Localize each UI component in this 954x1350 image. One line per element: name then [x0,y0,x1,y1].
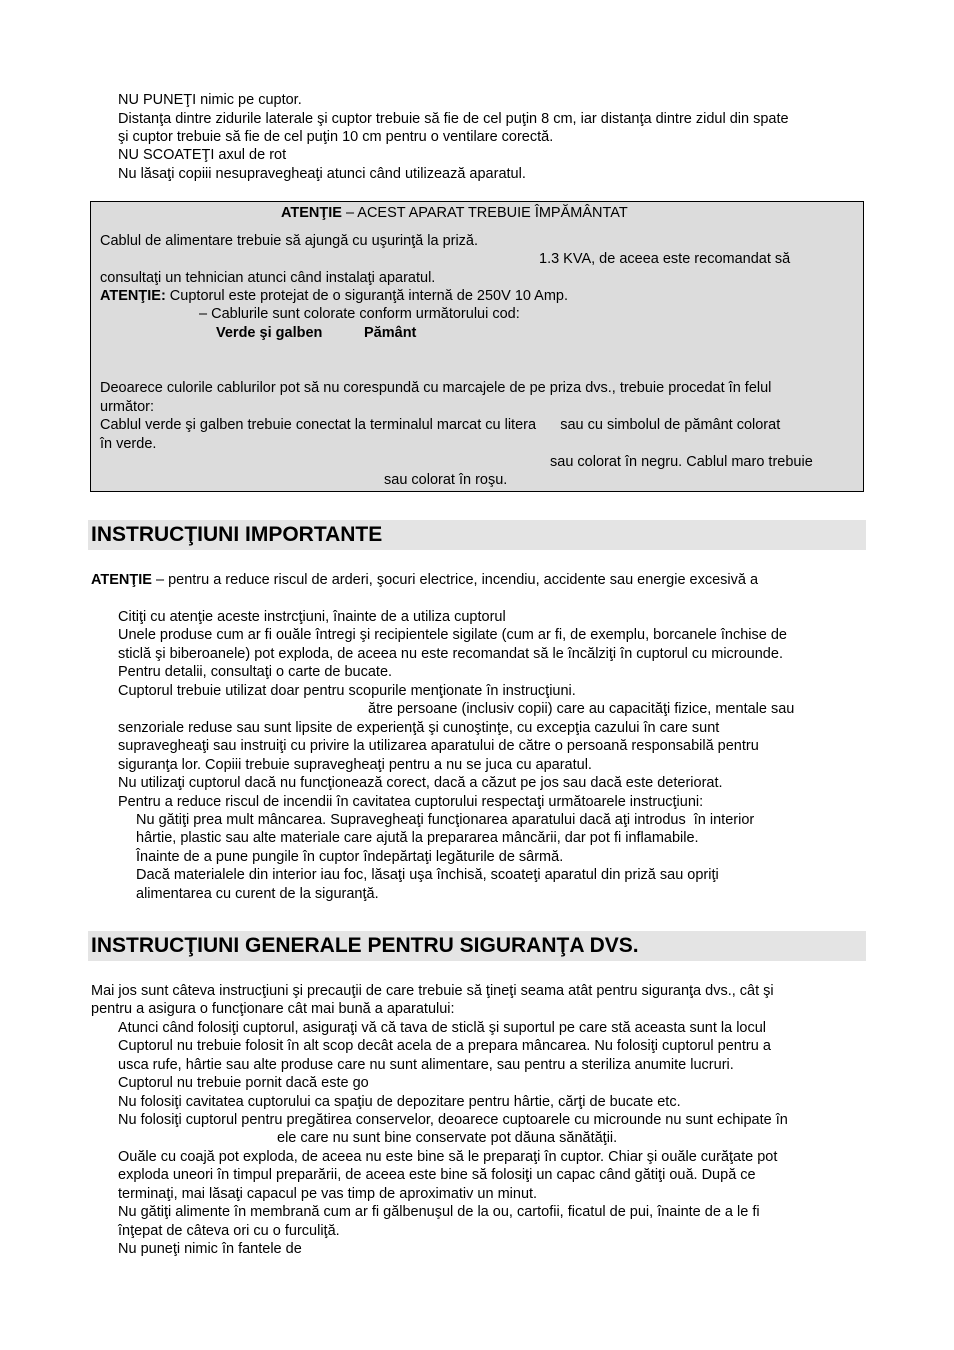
text-line: Deoarece culorile cablurilor pot să nu corespundă cu marcajele de pe priza dvs., trebuie procedat în felul [100,380,772,396]
text-line: Cuptorul nu trebuie pornit dacă este go [118,1075,369,1091]
text-line: ele care nu sunt bine conservate pot dăuna sănătăţii. [277,1130,618,1146]
text-line: Nu gătiţi alimente în membrană cum ar fi gălbenuşul de la ou, cartofii, ficatul de pui, înainte de a le fi [118,1204,760,1220]
text-line: usca rufe, hârtie sau alte produse care nu sunt alimentare, sau pentru a steriliza anumite lucruri. [118,1057,734,1073]
text-line: sau colorat în roşu. [384,472,508,488]
wire-function-label: Pământ [364,325,417,341]
text-line: senzoriale reduse sau sunt lipsite de experienţă şi cunoştinţe, cu excepţia cazului în care sunt [118,720,720,736]
box-title: ATENŢIE – ACEST APARAT TREBUIE ÎMPĂMÂNTAT [281,205,628,221]
text-line: alimentarea cu curent de la siguranţă. [136,886,379,902]
text-line: Nu utilizaţi cuptorul dacă nu funcţionează corect, dacă a căzut pe jos sau dacă este deteriorat. [118,775,723,791]
text-line: Cuptorul trebuie utilizat doar pentru scopurile menţionate în instrucţiuni. [118,683,576,699]
text-line: Nu lăsaţi copiii nesupravegheaţi atunci când utilizează aparatul. [118,166,526,182]
text-line: Nu puneţi nimic în fantele de [118,1241,302,1257]
text-line: Dacă materialele din interior iau foc, lăsaţi uşa închisă, scoateţi aparatul din priză sau opriţi [136,867,719,883]
text-line: Înainte de a pune pungile în cuptor îndepărtaţi legăturile de sârmă. [136,849,564,865]
text-line: supravegheaţi sau instruiţi cu privire la utilizarea aparatului de către o persoană responsabilă pentru [118,738,759,754]
text-line: hârtie, plastic sau alte materiale care ajută la prepararea mâncării, dar pot fi inflamabile. [136,830,699,846]
text-line: Pentru a reduce riscul de incendii în cavitatea cuptorului respectaţi următoarele instrucţiuni: [118,794,704,810]
text-line: Pentru detalii, consultaţi o carte de bucate. [118,664,393,680]
text-line: 1.3 KVA, de aceea este recomandat să [539,251,791,267]
text-line: exploda uneori în timpul preparării, de aceea este bine să folosiţi un capac când gătiţi ouă. După ce [118,1167,756,1183]
section-heading-general-safety: INSTRUCŢIUNI GENERALE PENTRU SIGURANŢA DVS. [88,931,866,961]
text-line: Nu folosiţi cavitatea cuptorului ca spaţiu de depozitare pentru hârtie, cărţi de bucate etc. [118,1094,681,1110]
text-line: terminaţi, mai lăsaţi capacul pe vas timp de aproximativ un minut. [118,1186,538,1202]
text-line: sticlă şi biberoanele) pot exploda, de aceea nu este recomandat să le încălziţi în cuptorul cu microunde. [118,646,783,662]
text-line: Distanţa dintre zidurile laterale şi cuptor trebuie să fie de cel puţin 8 cm, iar distanţa dintre zidul din spate [118,111,789,127]
text-line: ATENŢIE: Cuptorul este protejat de o siguranţă internă de 250V 10 Amp. [100,288,569,304]
text-line: următor: [100,399,154,415]
text-line: Mai jos sunt câteva instrucţiuni şi precauţii de care trebuie să ţineţi seama atât pentru siguranţa dvs., cât şi [91,983,774,999]
text-line: şi cuptor trebuie să fie de cel puţin 10 cm pentru o ventilare corectă. [118,129,554,145]
section-heading-important: INSTRUCŢIUNI IMPORTANTE [88,520,866,550]
text-line: siguranţa lor. Copiii trebuie supravegheaţi pentru a nu se juca cu aparatul. [118,757,592,773]
text-line: ătre persoane (inclusiv copii) care au capacităţi fizice, mentale sau [368,701,795,717]
text-line: Cablul verde şi galben trebuie conectat la terminalul marcat cu litera sau cu simbolul de pământ colorat [100,417,781,433]
text-line: consultaţi un tehnician atunci când instalaţi aparatul. [100,270,436,286]
text-line: Nu folosiţi cuptorul pentru pregătirea conservelor, deoarece cuptoarele cu microunde nu sunt echipate în [118,1112,788,1128]
text-line: Unele produse cum ar fi ouăle întregi şi recipientele sigilate (cum ar fi, de exemplu, borcanele închise de [118,627,787,643]
text-line: – Cablurile sunt colorate conform următorului cod: [199,306,520,322]
text-line: Cablul de alimentare trebuie să ajungă cu uşurinţă la priză. [100,233,479,249]
text-line: sau colorat în negru. Cablul maro trebuie [550,454,813,470]
text-line: NU SCOATEŢI axul de rot [118,147,287,163]
text-line: NU PUNEŢI nimic pe cuptor. [118,92,302,108]
text-line: în verde. [100,436,157,452]
text-line: Atunci când folosiţi cuptorul, asiguraţi vă că tava de sticlă şi suportul pe care stă aceasta sunt la locul [118,1020,767,1036]
text-line: Nu gătiţi prea mult mâncarea. Supravegheaţi funcţionarea aparatului dacă aţi introdus în interior [136,812,755,828]
text-line: ATENŢIE – pentru a reduce riscul de arderi, şocuri electrice, incendiu, accidente sau energie excesivă a [91,572,759,588]
text-line: Cuptorul nu trebuie folosit în alt scop decât acela de a prepara mâncarea. Nu folosiţi cuptorul pentru a [118,1038,771,1054]
text-line: pentru a asigura o funcţionare cât mai bună a aparatului: [91,1001,455,1017]
wire-color-label: Verde şi galben [216,325,323,341]
text-line: Citiţi cu atenţie aceste instrcţiuni, înainte de a utiliza cuptorul [118,609,506,625]
text-line: Ouăle cu coajă pot exploda, de aceea nu este bine să le preparaţi în cuptor. Chiar şi ouăle curăţate pot [118,1149,778,1165]
text-line: înţepat de câteva ori cu o furculiţă. [118,1223,340,1239]
